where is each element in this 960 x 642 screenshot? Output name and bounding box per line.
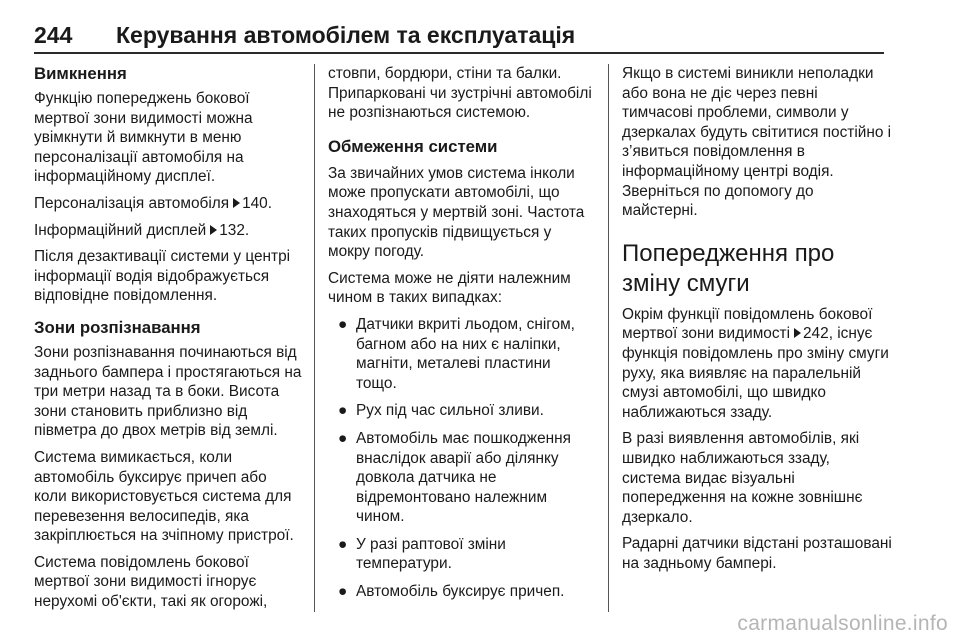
- bullet-icon: ●: [338, 402, 348, 420]
- xref-arrow-icon: [233, 198, 240, 208]
- watermark: carmanualsonline.info: [737, 612, 948, 635]
- column-2: [328, 64, 592, 610]
- xref-arrow-icon: [794, 328, 801, 338]
- paragraph: Зони розпізнавання починаються від заднього бампера і простягаються на три метри назад та в боки. Висота зони становить приблизно від півметра до двох метрів від землі.: [34, 343, 302, 440]
- column-3: [622, 64, 892, 580]
- paragraph: Система може не діяти належним чином в таких випадках:: [328, 269, 571, 307]
- list-item: ● Рух під час сильної зливи.: [338, 402, 544, 420]
- xref-text: Персоналізація автомобіля: [34, 194, 230, 212]
- paragraph: За звичайних умов система інколи може пропускати автомобілі, що знаходяться у мертвій зоні. Частота таких пропусків підвищується у мокру погоду.: [328, 164, 585, 261]
- xref-text: Інформаційний дисплей: [34, 221, 207, 239]
- list-item: ● Автомобіль має пошкодження внаслідок аварії або ділянку довкола датчика не відремонтовано належним чином.: [338, 429, 571, 526]
- page-number: 244: [34, 22, 73, 48]
- column-divider-1: [314, 64, 315, 612]
- paragraph: Система повідомлень бокової мертвої зони видимості ігнорує нерухомі об'єкти, такі як огорожі,: [34, 553, 268, 611]
- column-divider-2: [608, 64, 609, 612]
- list-item: ● Автомобіль буксирує причеп.: [338, 583, 565, 601]
- paragraph: Після дезактивації системи у центрі інформації водія відображується відповідне повідомлення.: [34, 248, 291, 305]
- page-title: Керування автомобілем та експлуатація: [116, 22, 576, 48]
- limitations-list: [328, 315, 592, 602]
- paragraph: Окрім функції повідомлень бокової мертвої зони видимості 242, існує функція повідомлень про зміну смуги руху, яка виявляє на паралельній смузі автомобілі, що швидко наближаються ззаду.: [622, 305, 889, 421]
- bullet-icon: ●: [338, 429, 348, 447]
- cross-reference: [34, 194, 302, 214]
- column-1: [34, 64, 302, 619]
- xref-page: 132.: [219, 221, 250, 239]
- xref-arrow-icon: [210, 225, 217, 235]
- header-divider: [34, 52, 884, 54]
- paragraph: Функцію попереджень бокової мертвої зони видимості можна увімкнути й вимкнути в меню персоналізації автомобіля на інформаційному дисплеї.: [34, 90, 253, 186]
- heading-lane-change: Попередження про зміну смуги: [622, 239, 835, 297]
- heading-limits: Обмеження системи: [328, 136, 498, 156]
- paragraph: Радарні датчики відстані розташовані на задньому бампері.: [622, 535, 892, 572]
- list-item: ● Датчики вкриті льодом, снігом, багном або на них є наліпки, магніти, металеві пластини тощо.: [338, 315, 575, 392]
- paragraph: Якщо в системі виникли неполадки або вона не діє через певні тимчасові проблеми, символи у дзеркалах будуть світитися постійно і з’явиться повідомлення в інформаційному центрі водія. Зверніться по допомогу до майстерні.: [622, 65, 892, 220]
- list-item: ● У разі раптової зміни температури.: [338, 535, 506, 573]
- paragraph: стовпи, бордюри, стіни та балки. Припарковані чи зустрічні автомобілі не розпізнаються системою.: [328, 65, 592, 122]
- heading-off: Вимкнення: [34, 64, 127, 83]
- xref-page: 140.: [242, 194, 273, 212]
- xref-page: 242: [803, 325, 829, 343]
- heading-zones: Зони розпізнавання: [34, 317, 201, 337]
- cross-reference: [34, 221, 302, 241]
- bullet-icon: ●: [338, 315, 348, 333]
- bullet-icon: ●: [338, 535, 348, 553]
- paragraph: Система вимикається, коли автомобіль буксирує причеп або коли використовується система для перевезення велосипедів, яка закріплюється на зчіпному пристрої.: [34, 448, 294, 545]
- page-header: [34, 14, 884, 52]
- paragraph: В разі виявлення автомобілів, які швидко наближаються ззаду, система видає візуальні попередження на кожне зовнішнє дзеркало.: [622, 430, 863, 526]
- bullet-icon: ●: [338, 583, 348, 601]
